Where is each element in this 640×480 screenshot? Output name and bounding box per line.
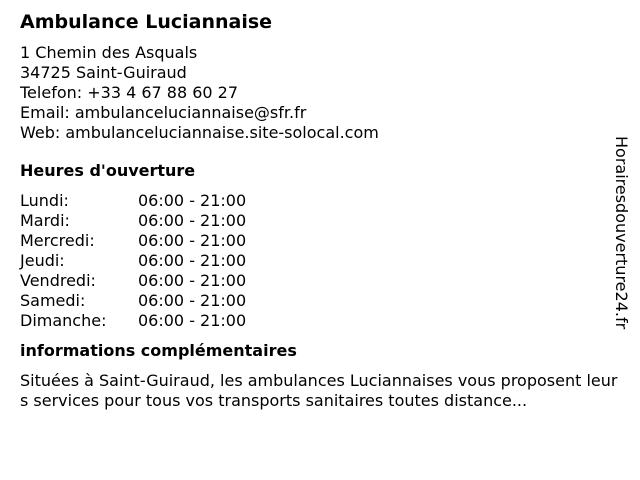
hours-heading: Heures d'ouverture <box>20 161 196 180</box>
hours-row-thursday <box>20 251 610 271</box>
phone-line: Telefon: +33 4 67 88 60 27 <box>20 83 239 102</box>
address-line-1: 1 Chemin des Asquals <box>20 43 198 62</box>
time-range: 06:00 - 21:00 <box>138 231 247 250</box>
hours-table <box>20 191 610 331</box>
day-label: Jeudi: <box>20 251 65 270</box>
info-description: Situées à Saint-Guiraud, les ambulances Luciannaises vous proposent leurs services pour tous vos transports sanitaires toutes distance... <box>20 371 618 410</box>
hours-row-saturday <box>20 291 610 311</box>
info-heading: informations complémentaires <box>20 341 297 360</box>
site-watermark: Horairesdouverture24.fr <box>612 136 631 330</box>
day-label: Dimanche: <box>20 311 107 330</box>
time-range: 06:00 - 21:00 <box>138 311 247 330</box>
day-label: Samedi: <box>20 291 86 310</box>
time-range: 06:00 - 21:00 <box>138 291 247 310</box>
hours-row-friday <box>20 271 610 291</box>
email-line: Email: ambulanceluciannaise@sfr.fr <box>20 103 307 122</box>
day-label: Mardi: <box>20 211 70 230</box>
day-label: Mercredi: <box>20 231 95 250</box>
time-range: 06:00 - 21:00 <box>138 271 247 290</box>
day-label: Vendredi: <box>20 271 96 290</box>
web-line: Web: ambulanceluciannaise.site-solocal.com <box>20 123 379 142</box>
hours-row-wednesday <box>20 231 610 251</box>
hours-row-tuesday <box>20 211 610 231</box>
time-range: 06:00 - 21:00 <box>138 251 247 270</box>
hours-row-monday <box>20 191 610 211</box>
time-range: 06:00 - 21:00 <box>138 211 247 230</box>
time-range: 06:00 - 21:00 <box>138 191 247 210</box>
business-card <box>20 10 618 411</box>
business-name: Ambulance Luciannaise <box>20 11 273 33</box>
hours-row-sunday <box>20 311 610 331</box>
address-line-2: 34725 Saint-Guiraud <box>20 63 187 82</box>
day-label: Lundi: <box>20 191 69 210</box>
